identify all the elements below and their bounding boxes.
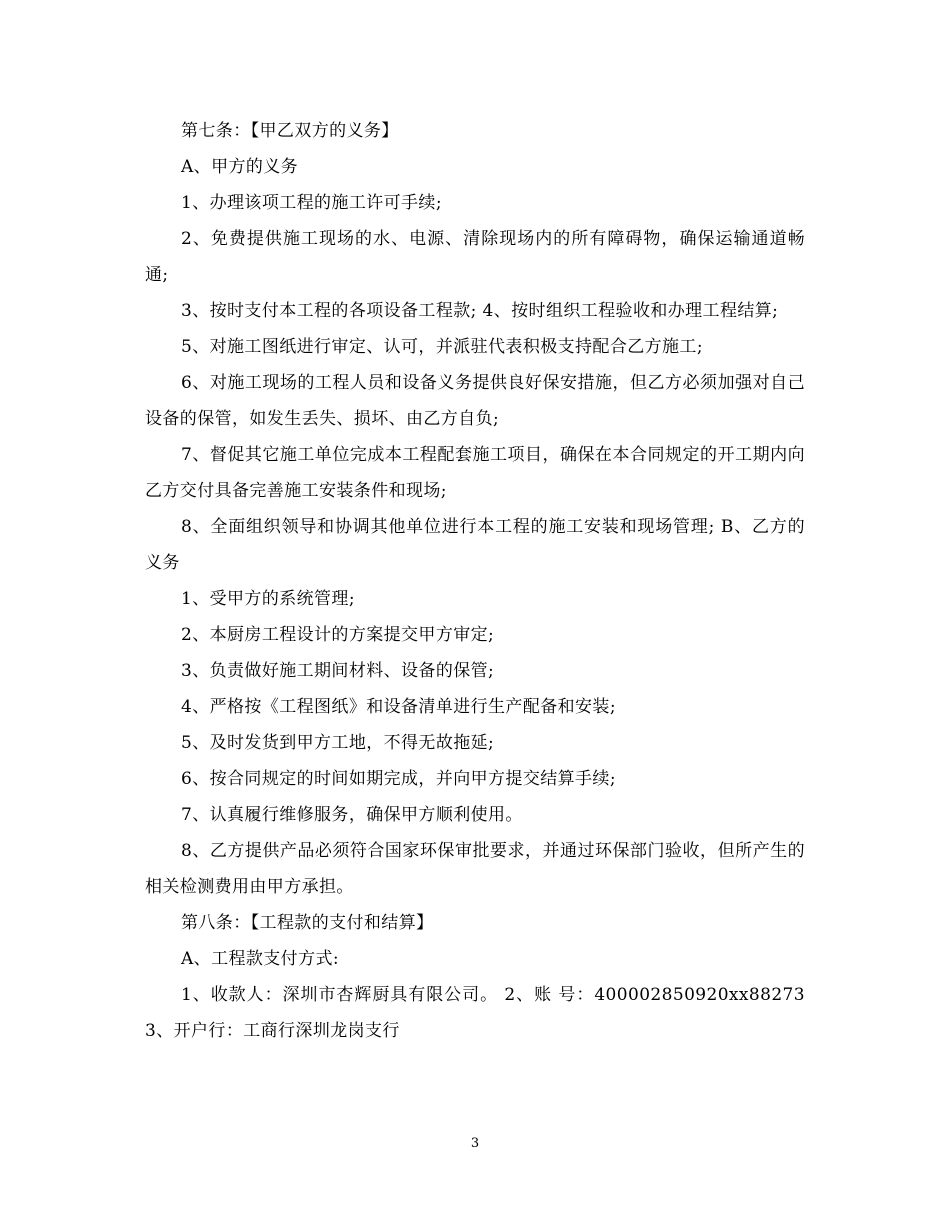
article-8-heading: 第八条：【工程款的支付和结算】 bbox=[181, 913, 434, 933]
party-b-item-4: 4、严格按《工程图纸》和设备清单进行生产配备和安装; bbox=[181, 697, 616, 717]
party-b-item-1: 1、受甲方的系统管理; bbox=[181, 589, 355, 609]
page-number: 3 bbox=[470, 1136, 480, 1151]
party-b-item-6: 6、按合同规定的时间如期完成，并向甲方提交结算手续; bbox=[181, 769, 616, 789]
party-a-item-2: 2、免费提供施工现场的水、电源、清除现场内的所有障碍物，确保运输通道畅通; bbox=[145, 229, 805, 285]
party-b-item-8: 8、乙方提供产品必须符合国家环保审批要求，并通过环保部门验收，但所产生的相关检测费用由甲方承担。 bbox=[145, 841, 805, 897]
party-b-item-7: 7、认真履行维修服务，确保甲方顺利使用。 bbox=[181, 805, 523, 825]
party-b-item-5: 5、及时发货到甲方工地，不得无故拖延; bbox=[181, 733, 495, 753]
party-a-item-5: 5、对施工图纸进行审定、认可，并派驻代表积极支持配合乙方施工; bbox=[181, 337, 703, 357]
party-b-item-3: 3、负责做好施工期间材料、设备的保管; bbox=[181, 661, 495, 681]
party-a-item-6: 6、对施工现场的工程人员和设备义务提供良好保安措施，但乙方必须加强对自己设备的保管，如发生丢失、损坏、由乙方自负; bbox=[145, 373, 805, 429]
party-a-obligations-heading: A、甲方的义务 bbox=[181, 157, 299, 177]
document-body bbox=[145, 113, 805, 1049]
payment-account-details: 1、收款人：深圳市杏辉厨具有限公司。 2、账 号：400002850920xx88273 3、开户行：工商行深圳龙岗支行 bbox=[145, 985, 805, 1041]
party-a-item-7: 7、督促其它施工单位完成本工程配套施工项目，确保在本合同规定的开工期内向乙方交付具备完善施工安装条件和现场; bbox=[145, 445, 805, 501]
party-b-item-2: 2、本厨房工程设计的方案提交甲方审定; bbox=[181, 625, 495, 645]
payment-method-heading: A、工程款支付方式: bbox=[181, 949, 340, 969]
article-7-heading: 第七条：【甲乙双方的义务】 bbox=[181, 121, 399, 141]
party-a-item-8-and-party-b-heading: 8、全面组织领导和协调其他单位进行本工程的施工安装和现场管理; B、乙方的义务 bbox=[145, 517, 805, 573]
party-a-item-3-4: 3、按时支付本工程的各项设备工程款; 4、按时组织工程验收和办理工程结算; bbox=[181, 301, 779, 321]
party-a-item-1: 1、办理该项工程的施工许可手续; bbox=[181, 193, 442, 213]
